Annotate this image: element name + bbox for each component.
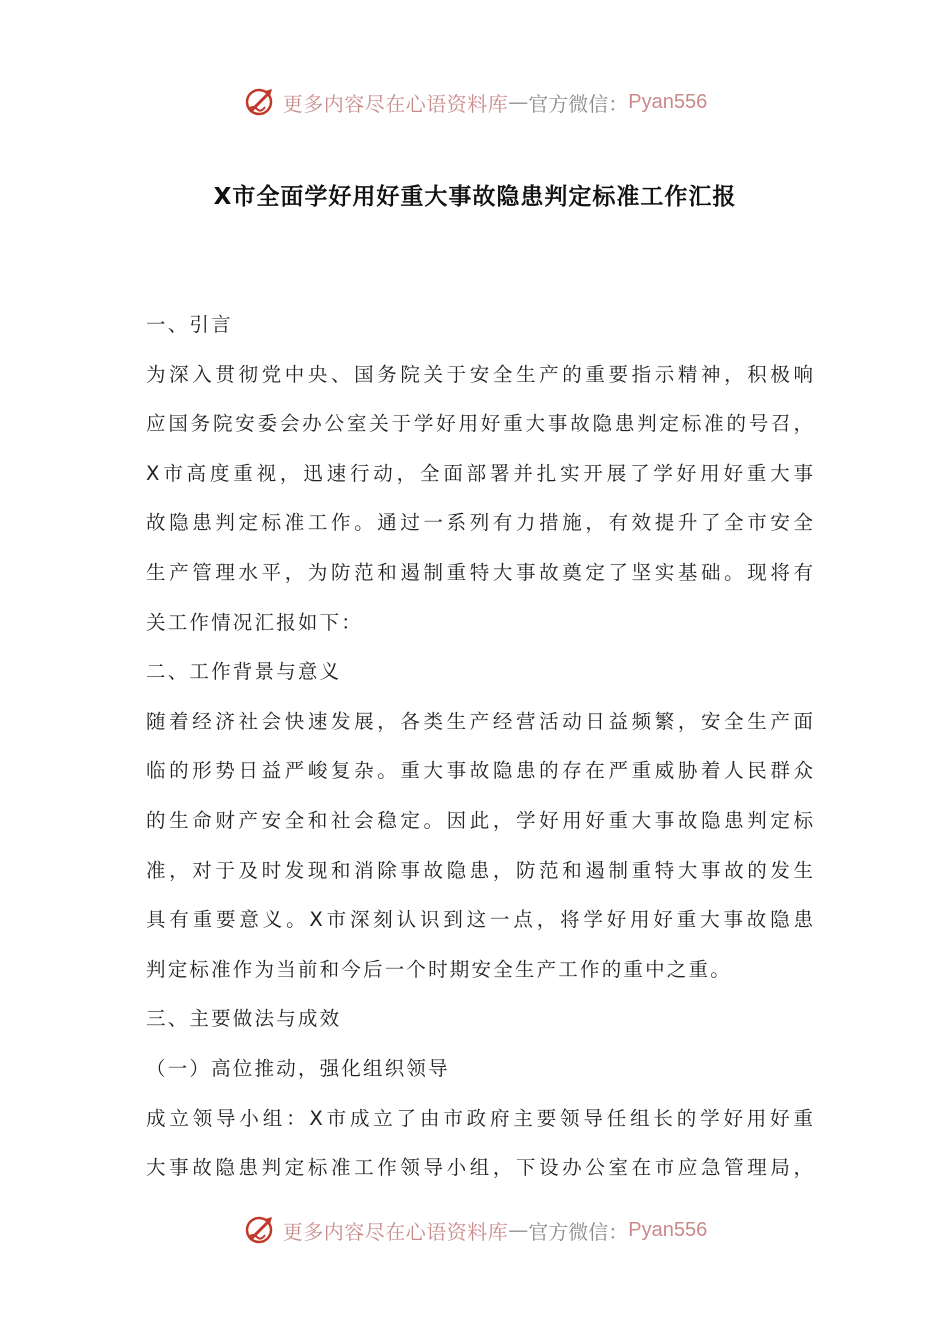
watermark-text: 更多内容尽在心语资料库 <box>282 1219 509 1244</box>
paragraph-line: 成立领导小组：X市成立了由市政府主要领导任组长的学好用好重 <box>146 1106 814 1130</box>
section-heading: 一、引言 <box>146 313 233 336</box>
subsection-heading: （一）高位推动，强化组织领导 <box>146 1056 450 1080</box>
watermark-contact-label: 官方微信： <box>528 1219 629 1244</box>
paragraph-line: 大事故隐患判定标准工作领导小组，下设办公室在市应急管理局， <box>146 1156 814 1180</box>
paragraph-line: 判定标准作为当前和今后一个时期安全生产工作的重中之重。 <box>146 957 732 981</box>
pen-logo-icon <box>243 1213 277 1247</box>
section-heading: 三、主要做法与成效 <box>146 1007 342 1031</box>
watermark-contact-label: 官方微信： <box>528 91 629 116</box>
paragraph-line: 临的形势日益严峻复杂。重大事故隐患的存在严重威胁着人民群众 <box>146 759 814 783</box>
footer-watermark <box>0 1210 950 1250</box>
watermark-text: 更多内容尽在心语资料库 <box>282 91 509 116</box>
paragraph-line: 为深入贯彻党中央、国务院关于安全生产的重要指示精神，积极响 <box>146 362 814 386</box>
watermark-contact-id: Pyan556 <box>628 1218 708 1241</box>
paragraph-line: 准，对于及时发现和消除事故隐患，防范和遏制重特大事故的发生 <box>146 858 814 882</box>
pen-logo-icon <box>243 85 277 119</box>
paragraph-line: 应国务院安委会办公室关于学好用好重大事故隐患判定标准的号召， <box>146 412 814 436</box>
paragraph-line: 的生命财产安全和社会稳定。因此，学好用好重大事故隐患判定标 <box>146 808 814 832</box>
watermark-contact-id: Pyan556 <box>628 90 708 113</box>
paragraph-line: X市高度重视，迅速行动，全面部署并扎实开展了学好用好重大事 <box>146 461 814 485</box>
paragraph-line: 生产管理水平，为防范和遏制重特大事故奠定了坚实基础。现将有 <box>146 560 814 584</box>
document-body <box>146 300 814 1193</box>
paragraph-line: 随着经济社会快速发展，各类生产经营活动日益频繁，安全生产面 <box>146 709 814 733</box>
paragraph-line: 故隐患判定标准工作。通过一系列有力措施，有效提升了全市安全 <box>146 511 814 535</box>
watermark-dash: — <box>508 90 529 114</box>
paragraph-line: 关工作情况汇报如下： <box>146 610 364 634</box>
header-watermark <box>0 82 950 122</box>
paragraph-line: 具有重要意义。X市深刻认识到这一点，将学好用好重大事故隐患 <box>146 908 814 932</box>
section-heading: 二、工作背景与意义 <box>146 660 342 684</box>
watermark-dash: — <box>508 1218 529 1242</box>
document-title: X市全面学好用好重大事故隐患判定标准工作汇报 <box>213 184 737 210</box>
